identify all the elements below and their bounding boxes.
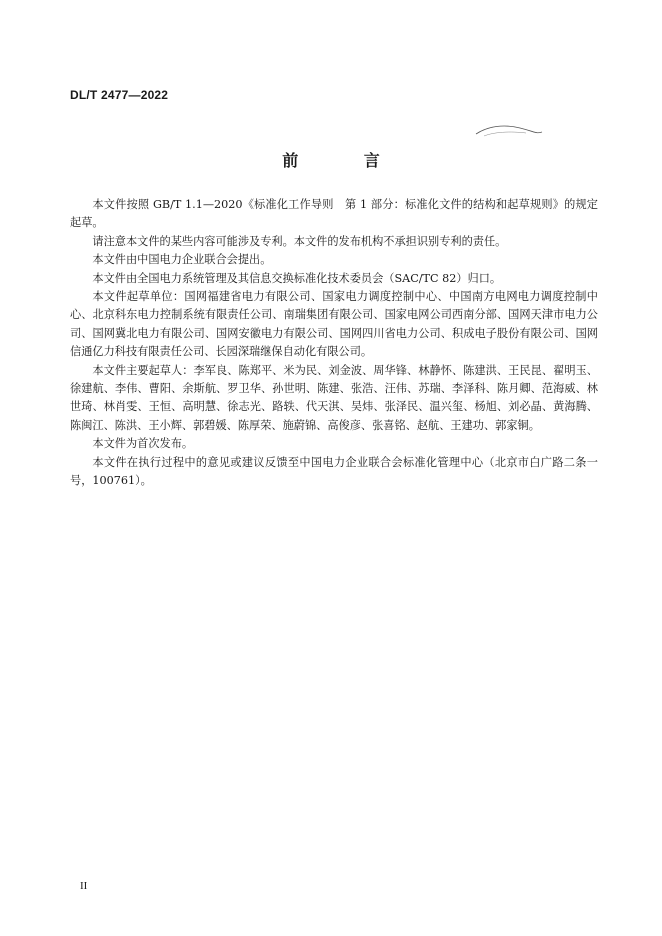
paragraph-drafting-units: 本文件起草单位：国网福建省电力有限公司、国家电力调度控制中心、中国南方电网电力调度控制中心、北京科东电力控制系统有限责任公司、南瑞集团有限公司、国家电网公司西南分部、国网天津市电力公司、国网冀北电力有限公司、国网安徽电力有限公司、国网四川省电力公司、积成电子股份有限公司、国网信通亿力科技有限责任公司、长园深瑞继保自动化有限公司。 xyxy=(70,290,598,359)
paragraph-drafting-rules: 本文件按照 GB/T 1.1—2020《标准化工作导则 第 1 部分：标准化文件的结构和起草规则》的规定起草。 xyxy=(70,198,598,230)
paragraph-patent-notice: 请注意本文件的某些内容可能涉及专利。本文件的发布机构不承担识别专利的责任。 xyxy=(92,234,507,248)
page-title: 前 言 xyxy=(282,151,410,170)
document-code: DL/T 2477—2022 xyxy=(70,88,169,102)
pen-mark-icon xyxy=(474,120,544,142)
paragraph-proposer: 本文件由中国电力企业联合会提出。 xyxy=(92,253,272,267)
page-number: II xyxy=(80,880,88,892)
paragraph-feedback: 本文件在执行过程中的意见或建议反馈至中国电力企业联合会标准化管理中心（北京市白广路二条一号，100761）。 xyxy=(70,455,598,488)
foreword-body xyxy=(70,196,598,491)
paragraph-technical-committee: 本文件由全国电力系统管理及其信息交换标准化技术委员会（SAC/TC 82）归口。 xyxy=(92,271,502,285)
paragraph-main-drafters: 本文件主要起草人：李军良、陈郑平、米为民、刘金波、周华锋、林静怀、陈建洪、王民昆、翟明玉、徐建航、李伟、曹阳、余斯航、罗卫华、孙世明、陈建、张浩、汪伟、苏瑞、李泽科、陈月卿、范海威、林世琦、林肖雯、王恒、高明慧、徐志光、路轶、代天淇、吴炜、张泽民、温兴玺、杨旭、刘必晶、黄海腾、陈闽江、陈洪、王小辉、郭碧媛、陈厚荣、施蔚锦、高俊彦、张喜铭、赵航、王建功、郭家铜。 xyxy=(70,363,598,432)
paragraph-first-release: 本文件为首次发布。 xyxy=(92,437,194,451)
